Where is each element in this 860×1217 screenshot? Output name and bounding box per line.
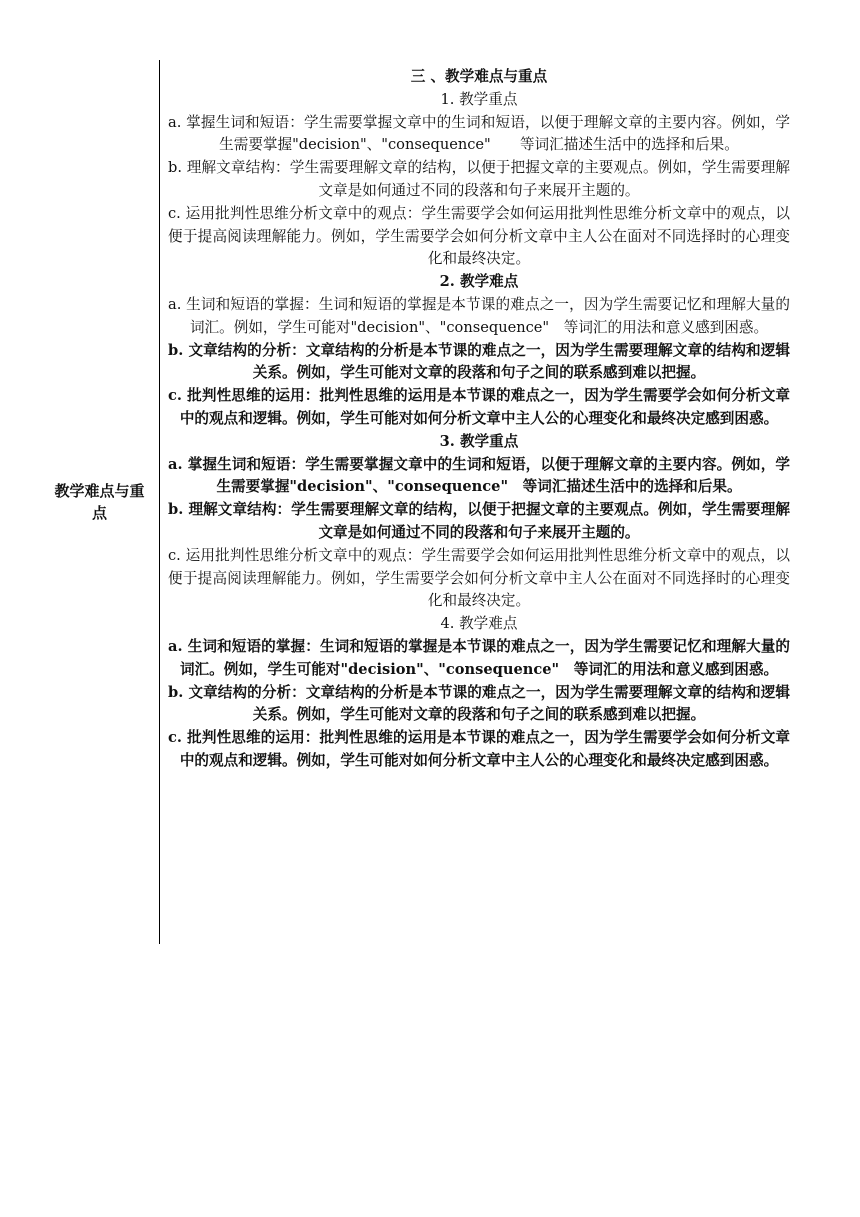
paragraph-4a: a. 生词和短语的掌握：生词和短语的掌握是本节课的难点之一，因为学生需要记忆和理解大量的词汇。例如，学生可能对"decision"、"consequence" 等词汇的用法和意义感到困惑。 — [168, 637, 790, 678]
subheading-2: 2. 教学难点 — [439, 273, 519, 291]
left-cell — [40, 60, 159, 944]
paragraph-2c: c. 批判性思维的运用：批判性思维的运用是本节课的难点之一，因为学生需要学会如何分析文章中的观点和逻辑。例如，学生可能对如何分析文章中主人公的心理变化和最终决定感到困惑。 — [168, 387, 790, 427]
paragraph-3b: b. 理解文章结构：学生需要理解文章的结构，以便于把握文章的主要观点。例如，学生需要理解文章是如何通过不同的段落和句子来展开主题的。 — [168, 501, 790, 541]
paragraph-3c: c. 运用批判性思维分析文章中的观点：学生需要学会如何运用批判性思维分析文章中的观点，以便于提高阅读理解能力。例如，学生需要学会如何分析文章中主人公在面对不同选择时的心理变化和最终决定。 — [168, 546, 790, 610]
paragraph-1c: c. 运用批判性思维分析文章中的观点：学生需要学会如何运用批判性思维分析文章中的观点，以便于提高阅读理解能力。例如，学生需要学会如何分析文章中主人公在面对不同选择时的心理变化和最终决定。 — [168, 204, 790, 268]
paragraph-1b: b. 理解文章结构：学生需要理解文章的结构，以便于把握文章的主要观点。例如，学生需要理解文章是如何通过不同的段落和句子来展开主题的。 — [168, 159, 790, 199]
content-cell — [168, 66, 790, 773]
paragraph-3a: a. 掌握生词和短语：学生需要掌握文章中的生词和短语，以便于理解文章的主要内容。例如，学生需要掌握"decision"、"consequence" 等词汇描述生活中的选择和后果。 — [168, 455, 790, 496]
subheading-3: 3. 教学重点 — [439, 432, 519, 450]
section-title: 三 、教学难点与重点 — [410, 68, 548, 85]
paragraph-4c: c. 批判性思维的运用：批判性思维的运用是本节课的难点之一，因为学生需要学会如何分析文章中的观点和逻辑。例如，学生可能对如何分析文章中主人公的心理变化和最终决定感到困惑。 — [168, 729, 790, 769]
subheading-4: 4. 教学难点 — [440, 615, 518, 633]
paragraph-4b: b. 文章结构的分析：文章结构的分析是本节课的难点之一，因为学生需要理解文章的结构和逻辑关系。例如，学生可能对文章的段落和句子之间的联系感到难以把握。 — [168, 683, 790, 724]
row-label: 教学难点与重点 — [54, 482, 145, 522]
paragraph-2a: a. 生词和短语的掌握：生词和短语的掌握是本节课的难点之一，因为学生需要记忆和理解大量的词汇。例如，学生可能对"decision"、"consequence" 等词汇的用法和意义感到困惑。 — [168, 295, 790, 336]
paragraph-2b: b. 文章结构的分析：文章结构的分析是本节课的难点之一，因为学生需要理解文章的结构和逻辑关系。例如，学生可能对文章的段落和句子之间的联系感到难以把握。 — [168, 341, 790, 382]
paragraph-1a: a. 掌握生词和短语：学生需要掌握文章中的生词和短语，以便于理解文章的主要内容。例如，学生需要掌握"decision"、"consequence" 等词汇描述生活中的选择和后果。 — [168, 113, 790, 154]
table-divider — [159, 60, 160, 944]
subheading-1: 1. 教学重点 — [440, 90, 518, 108]
